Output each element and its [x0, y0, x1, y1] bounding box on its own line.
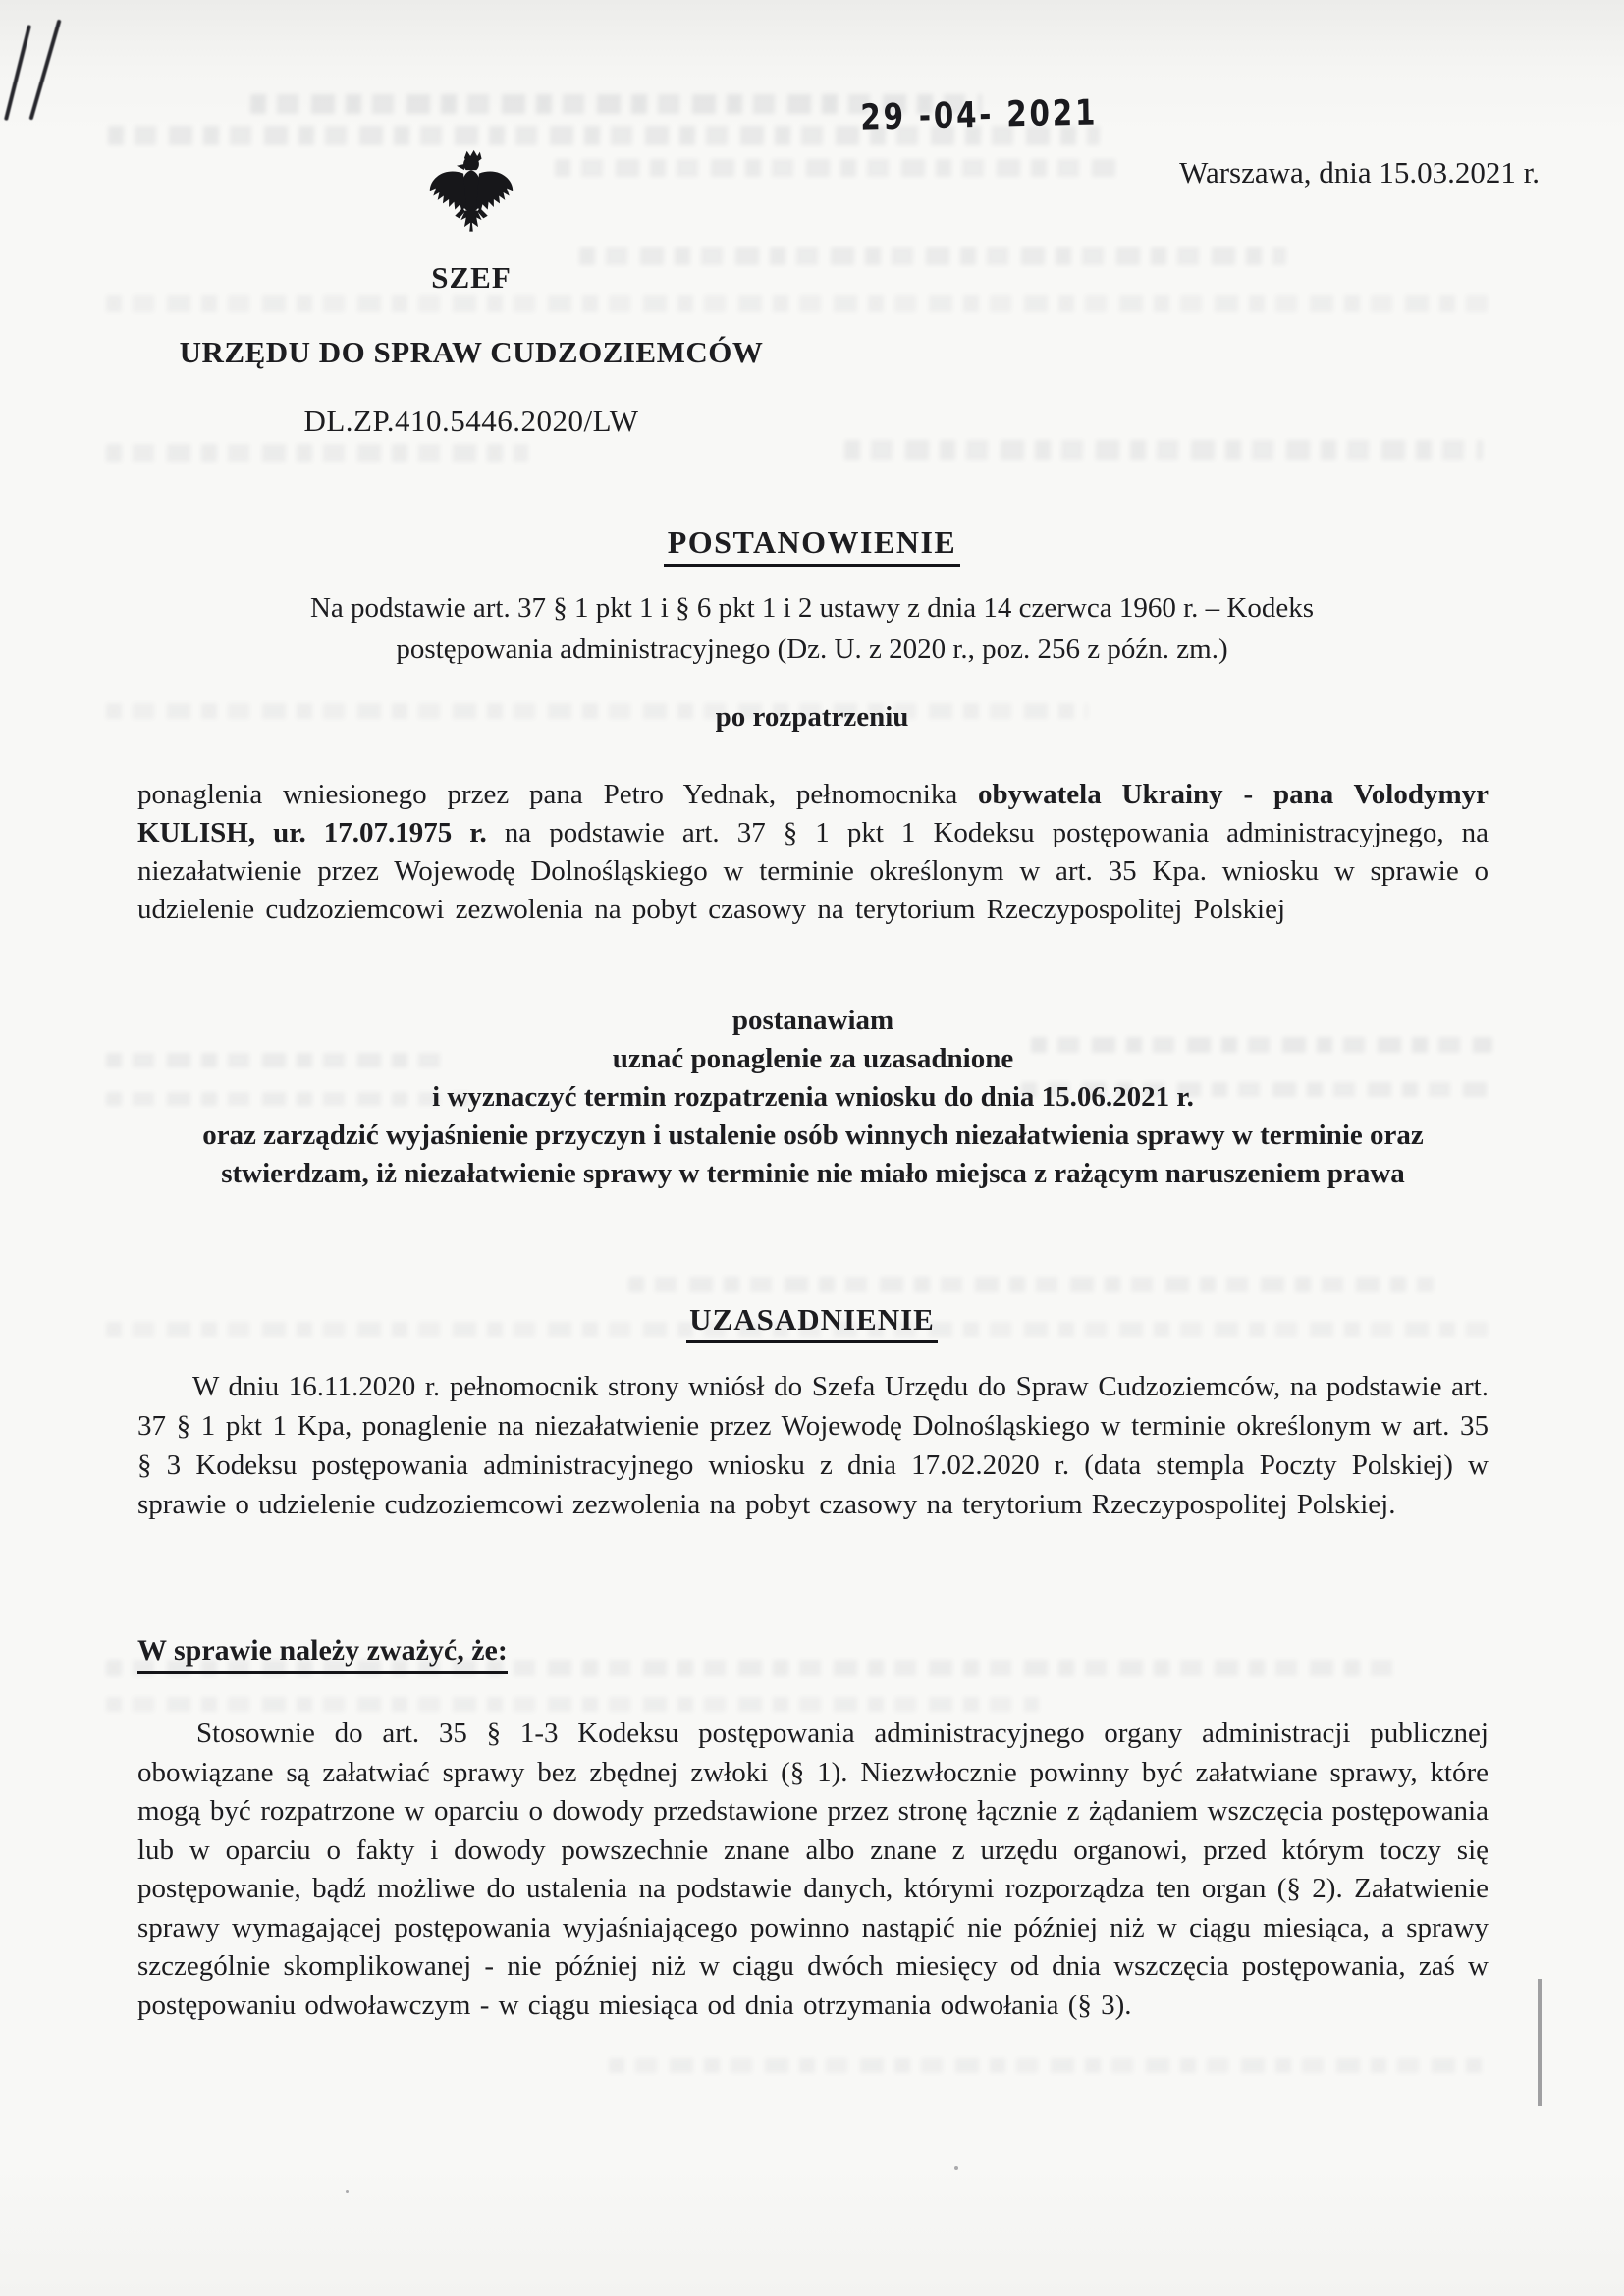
ruling-block — [137, 1002, 1489, 1193]
scan-edge-artifact — [1538, 1979, 1542, 2106]
bleedthrough-artifact — [609, 2058, 1492, 2073]
ruling-point-2: i wyznaczyć termin rozpatrzenia wniosku do dnia 15.06.2021 r. — [432, 1081, 1194, 1113]
legal-basis-line-1: Na podstawie art. 37 § 1 pkt 1 i § 6 pkt 1 i 2 ustawy z dnia 14 czerwca 1960 r. – Kodeks — [309, 592, 1315, 624]
place-and-date: Warszawa, dnia 15.03.2021 r. — [1179, 155, 1540, 190]
consideration-subheading: W sprawie należy zważyć, że: — [137, 1634, 508, 1674]
pen-mark-artifact — [28, 20, 61, 121]
pen-mark-artifact — [4, 25, 31, 121]
bleedthrough-artifact — [106, 444, 528, 462]
bleedthrough-artifact — [844, 440, 1483, 460]
justification-heading-row — [0, 1302, 1624, 1343]
consideration-subheading-row — [137, 1634, 508, 1674]
bleedthrough-artifact — [628, 1277, 1434, 1292]
document-title-row — [0, 524, 1624, 567]
document-title: POSTANOWIENIE — [664, 524, 961, 567]
ruling-point-3: oraz zarządzić wyjaśnienie przyczyn i ustalenie osób winnych niezałatwienia sprawy w terminie oraz stwierdzam, iż niezałatwienie sprawy w terminie nie miało miejsca z rażącym naruszeniem prawa — [202, 1120, 1424, 1189]
received-date-stamp: 29 -04- 2021 — [860, 90, 1099, 138]
legal-basis-line-2: postępowania administracyjnego (Dz. U. z 2020 r., poz. 256 z późn. zm.) — [396, 633, 1228, 665]
justification-paragraph-1: W dniu 16.11.2020 r. pełnomocnik strony wniósł do Szefa Urzędu do Spraw Cudzoziemców, na podstawie art. 37 § 1 pkt 1 Kpa, ponaglenie na niezałatwienie przez Wojewodę Dolnośląskiego w terminie określonym w art. 35 § 3 Kodeksu postępowania administracyjnego wniosku z dnia 17.02.2020 r. (data stempla Poczty Polskiej) w sprawie o udzielenie cudzoziemcowi zezwolenia na pobyt czasowy na terytorium Rzeczypospolitej Polskiej. — [137, 1371, 1489, 1520]
case-number: DL.ZP.410.5446.2020/LW — [303, 404, 639, 438]
bleedthrough-artifact — [106, 1697, 1039, 1712]
letterhead — [137, 147, 805, 439]
justification-paragraph-2: Stosownie do art. 35 § 1-3 Kodeksu postępowania administracyjnego organy administracji publicznej obowiązane są załatwiać sprawy bez zbędnej zwłoki (§ 1). Niezwłocznie powinny być załatwiane sprawy, które mogą być rozpatrzone w oparciu o dowody przedstawione przez stronę łącznie z żądaniem wszczęcia postępowania lub w oparciu o fakty i dowody powszechnie znane albo znane z urzędu organowi, przed którym toczy się postępowanie, bądź możliwe do ustalenia na podstawie danych, którymi rozporządza ten organ (§ 2). Załatwienie sprawy wymagającej postępowania wyjaśniającego powinno nastąpić nie później niż w ciągu miesiąca, a sprawy szczególnie skomplikowanej - nie później niż w ciągu dwóch miesięcy od dnia wszczęcia postępowania, zaś w postępowaniu odwoławczym - w ciągu miesiąca od dnia otrzymania odwołania (§ 3). — [137, 1718, 1489, 2021]
scan-speck-artifact — [346, 2190, 349, 2193]
complaint-text-1: ponaglenia wniesionego przez pana Petro Yednak, pełnomocnika — [137, 779, 979, 810]
legal-basis — [196, 587, 1428, 670]
complaint-text-2: na podstawie art. 37 § 1 pkt 1 Kodeksu postępowania administracyjnego, na niezałatwienie przez Wojewodę Dolnośląskiego w terminie określonym w art. 35 Kpa. wniosku w sprawie o udzielenie cudzoziemcowi zezwolenia na pobyt czasowy na terytorium Rzeczypospolitej Polskiej — [137, 817, 1489, 925]
sender-title: SZEF — [431, 260, 512, 295]
sender-office: URZĘDU DO SPRAW CUDZOZIEMCÓW — [179, 335, 764, 369]
complaint-paragraph — [137, 776, 1489, 929]
after-consideration-line: po rozpatrzeniu — [715, 701, 909, 733]
ruling-intro: postanawiam — [731, 1005, 894, 1036]
justification-heading: UZASADNIENIE — [686, 1302, 938, 1343]
complaint-subject-bold: obywatela Ukrainy - pana Volodymyr KULISH, ur. 17.07.1975 r. — [137, 779, 1489, 848]
scan-speck-artifact — [954, 2166, 958, 2170]
ruling-point-1: uznać ponaglenie za uzasadnione — [612, 1043, 1014, 1074]
polish-eagle-emblem-icon — [428, 147, 514, 245]
